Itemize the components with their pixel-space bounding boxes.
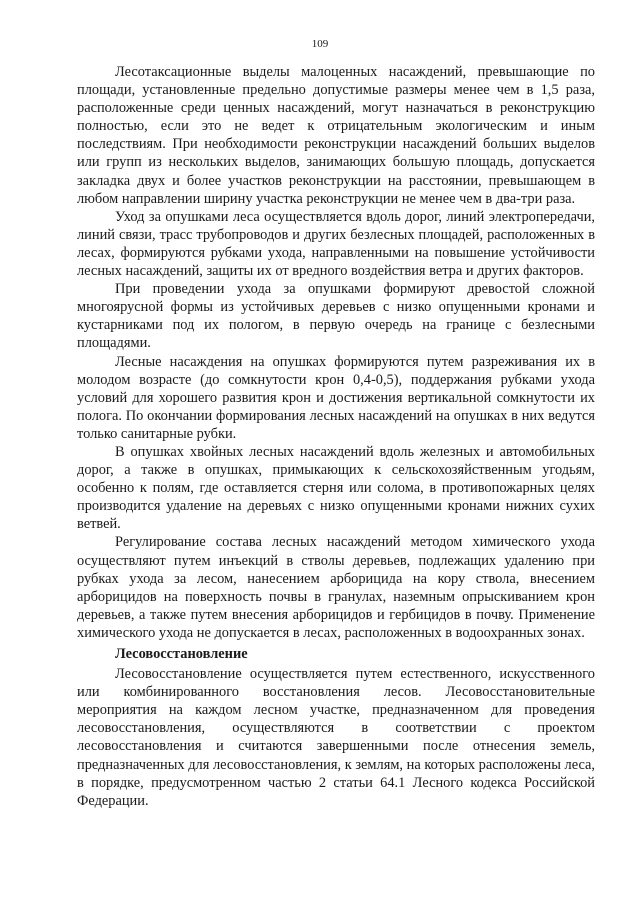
paragraph-edge-stand-formation: При проведении ухода за опушками формируют древостой сложной многоярусной формы из устойчивых деревьев с низко опущенными кронами и кустарниками под их пологом, в первую очередь на границе с безлесными площадями. [77,281,595,352]
paragraph-chemical-care: Регулирование состава лесных насаждений методом химического ухода осуществляют путем инъекций в стволы деревьев, подлежащих удалению при рубках ухода за лесом, нанесением арборицида на кору ствола, внесением арборицидов на поверхность почвы в гранулах, наземным опрыскиванием крон деревьев, а также путем внесения арборицидов и гербицидов в почву. Применение химического ухода не допускается в лесах, расположенных в водоохранных зонах. [77,534,595,641]
section-heading-reforestation: Лесовосстановление [115,646,248,662]
paragraph-edge-care: Уход за опушками леса осуществляется вдоль дорог, линий электропередачи, линий связи, трасс трубопроводов и других безлесных площадей, расположенных в лесах, формируются рубками ухода, направленными на повышение устойчивости лесных насаждений, защиты их от вредного воздействия ветра и других факторов. [77,208,595,280]
page-number: 109 [311,38,329,50]
paragraph-reconstruction: Лесотаксационные выделы малоценных насаждений, превышающие по площади, установленные предельно допустимые размеры менее чем в 1,5 раза, расположенные среди ценных насаждений, могут назначаться в реконструкцию полностью, если это не ведет к отрицательным экологическим и иным последствиям. При необходимости реконструкции насаждений больших выделов или групп из нескольких выделов, занимающих большую площадь, допускается закладка двух и более участков реконструкции на расстоянии, превышающем в любом направлении ширину участка реконструкции не менее чем в два-три раза. [77,64,595,207]
paragraph-edge-thinning: Лесные насаждения на опушках формируются путем разреживания их в молодом возрасте (до сомкнутости крон 0,4-0,5), поддержания рубками ухода условий для хорошего развития крон и достижения вертикальной сомкнутости их полога. По окончании формирования лесных насаждений на опушках в них ведутся только санитарные рубки. [77,353,595,442]
paragraph-reforestation: Лесовосстановление осуществляется путем естественного, искусственного или комбинированного восстановления лесов. Лесовосстановительные мероприятия на каждом лесном участке, предназначенном для проведения лесовосстановления, осуществляются в соответствии с проектом лесовосстановления и считаются завершенными после отнесения земель, предназначенных для лесовосстановления, к землям, на которых расположены леса, в порядке, предусмотренном частью 2 статьи 64.1 Лесного кодекса Российской Федерации. [77,666,595,809]
paragraph-fire-prevention: В опушках хвойных лесных насаждений вдоль железных и автомобильных дорог, а также в опушках, примыкающих к сельскохозяйственным угодьям, особенно к полям, где оставляется стерня или солома, в противопожарных целях производится удаление на деревьях с низко опущенными кронами нижних сухих ветвей. [77,443,595,533]
document-body [77,63,595,810]
